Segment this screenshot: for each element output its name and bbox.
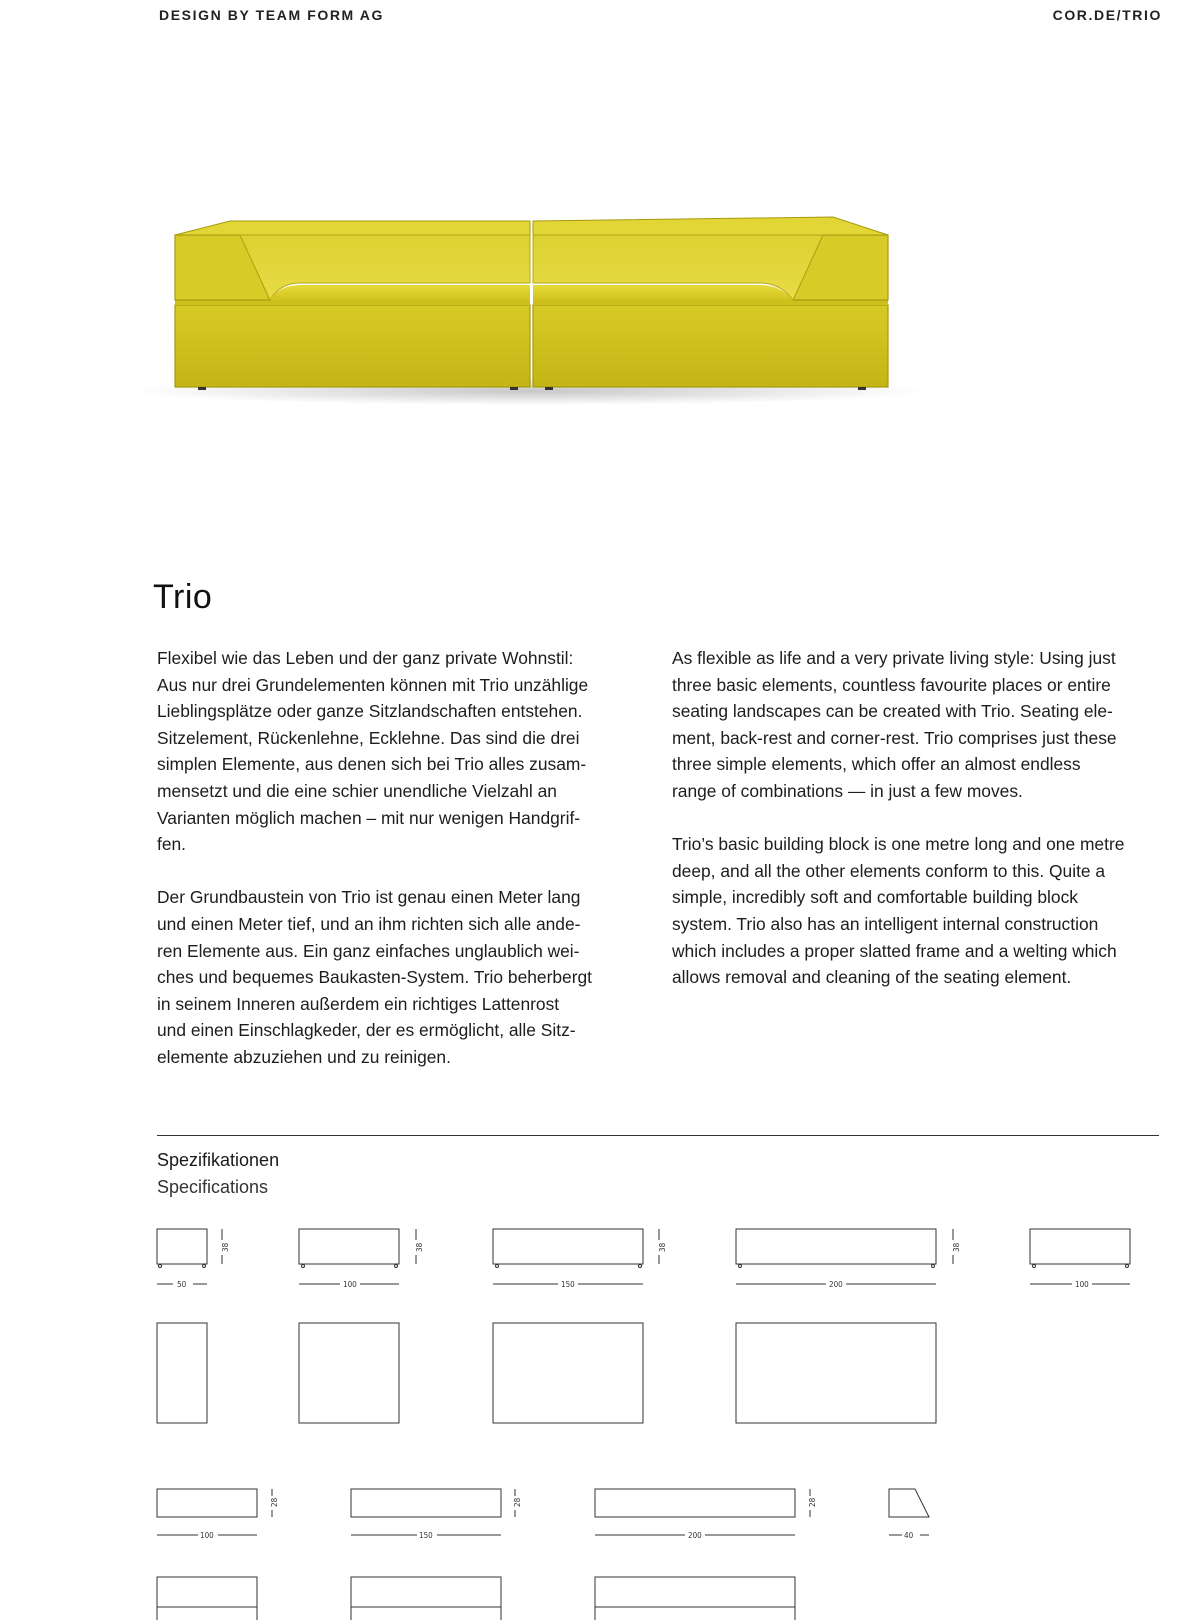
back-150-top	[351, 1577, 501, 1620]
seat-200-side	[736, 1229, 961, 1289]
back-150-side	[351, 1489, 522, 1540]
seat-50-side	[157, 1229, 230, 1289]
back-100-top	[157, 1577, 257, 1620]
corner-rest-40-side	[889, 1489, 929, 1540]
height-label: 38	[415, 1242, 424, 1252]
website-url[interactable]: COR.DE/TRIO	[1052, 7, 1162, 23]
seat-50-top	[157, 1323, 207, 1423]
width-label: 100	[343, 1280, 357, 1289]
back-200-top	[595, 1577, 795, 1620]
seat-100-top	[299, 1323, 399, 1423]
seat-150-top	[493, 1323, 643, 1423]
height-label: 38	[221, 1242, 230, 1252]
width-label: 100	[1075, 1280, 1089, 1289]
seat-elements-top-views	[157, 1323, 936, 1423]
height-label: 38	[658, 1242, 667, 1252]
width-label: 200	[688, 1531, 702, 1540]
width-label: 50	[177, 1280, 187, 1289]
designer-credit: DESIGN BY TEAM FORM AG	[159, 7, 384, 23]
back-200-side	[595, 1489, 817, 1540]
height-label: 28	[808, 1497, 817, 1507]
specifications-heading-de: Spezifikationen	[157, 1150, 280, 1170]
height-label: 38	[952, 1242, 961, 1252]
width-label: 150	[561, 1280, 575, 1289]
de-paragraph-1: Flexibel wie das Leben und der ganz private Wohnstil: Aus nur drei Grundelementen können mit Trio unzählige Lieblingsplätze oder ganze Sitzlandschaften entstehen. Sitzelement, Rückenlehne, Ecklehne. Das sind die drei simplen Elemente, aus denen sich bei Trio alles zusam- mensetzt und die eine schier unendliche Vielzahl an Varianten möglich machen – mit nur wenigen Handgrif- fen.	[157, 648, 589, 855]
height-label: 28	[513, 1497, 522, 1507]
width-label: 100	[200, 1531, 214, 1540]
de-paragraph-2: Der Grundbaustein von Trio ist genau einen Meter lang und einen Meter tief, und an ihm richten sich alle ande- ren Elemente aus. Ein ganz einfaches unglaublich wei- ches und bequemes Baukasten-System. Trio beherbergt in seinem Inneren außerdem ein richtiges Lattenrost und einen Einschlagkeder, der es ermöglicht, alle Sitz- elemente abzuziehen und zu reinigen.	[157, 887, 593, 1067]
width-label: 200	[829, 1280, 843, 1289]
width-label: 150	[419, 1531, 433, 1540]
seat-150-side	[493, 1229, 667, 1289]
seat-100-side	[299, 1229, 424, 1289]
height-label: 28	[270, 1497, 279, 1507]
seat-200-top	[736, 1323, 936, 1423]
back-elements-side-views	[157, 1489, 929, 1540]
product-title: Trio	[153, 578, 213, 616]
back-100-side	[157, 1489, 279, 1540]
specifications-heading-en: Specifications	[157, 1177, 269, 1197]
width-label: 40	[904, 1531, 914, 1540]
en-paragraph-2: Trio’s basic building block is one metre long and one metre deep, and all the other elements conform to this. Quite a simple, incredibly soft and comfortable building block system. Trio also has an intelligent internal construction which includes a proper slatted frame and a welting which allows removal and cleaning of the seating element.	[672, 834, 1125, 988]
en-paragraph-1: As flexible as life and a very private living style: Using just three basic elements, countless favourite places or entire seating landscapes can be created with Trio. Seating ele- ment, back-rest and corner-rest. Trio comprises just these three simple elements, which offer an almost endless range of combinations — in just a few moves.	[672, 648, 1117, 801]
back-elements-top-views	[157, 1577, 795, 1620]
seat-elements-side-views	[157, 1229, 1130, 1289]
corner-100-side	[1030, 1229, 1130, 1289]
